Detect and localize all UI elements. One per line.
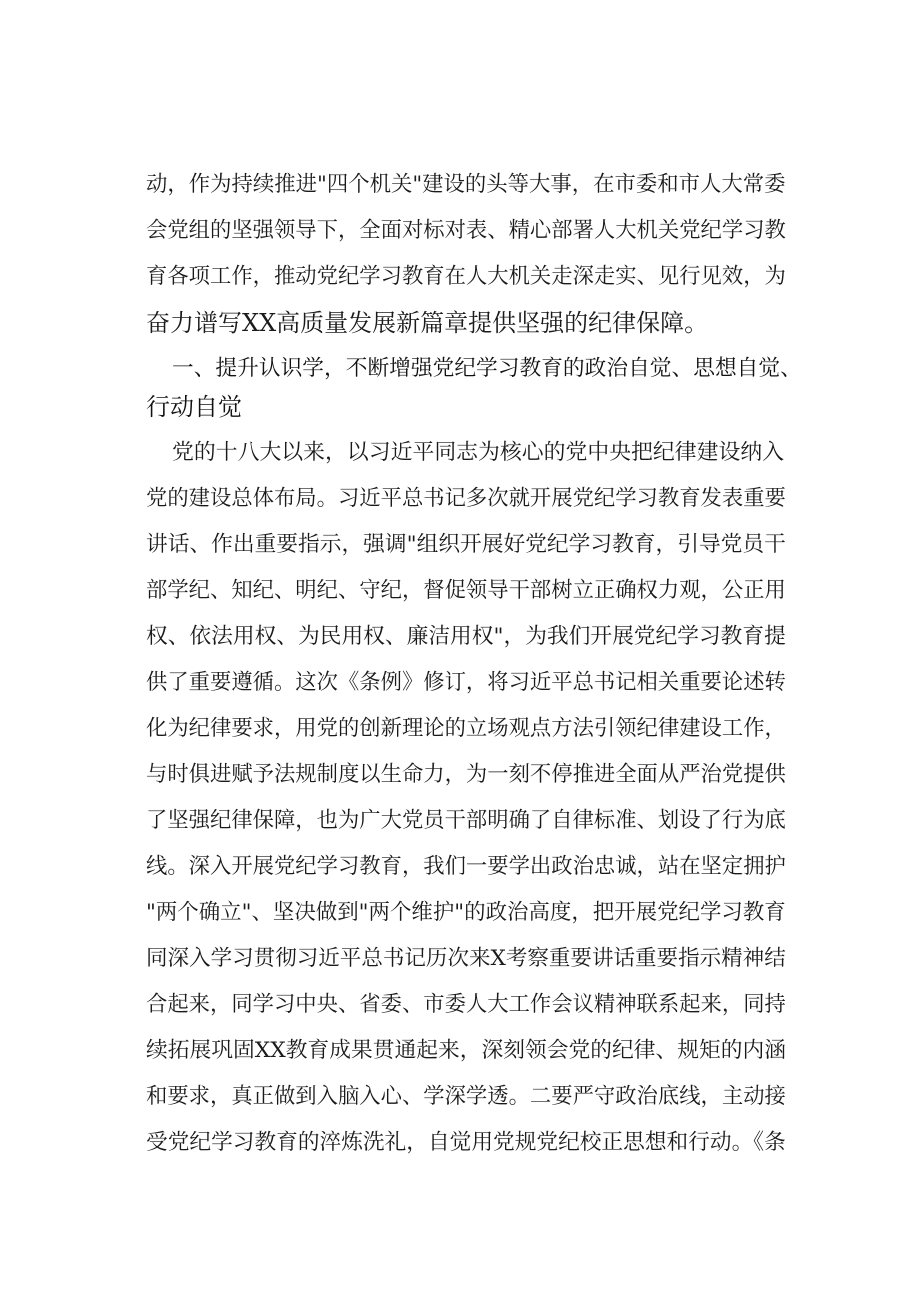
paragraph-2-line: 合起来，同学习中央、省委、市委人大工作会议精神联系起来，同持 bbox=[146, 992, 786, 1017]
paragraph-2-line: 供了重要遵循。这次《条例》修订，将习近平总书记相关重要论述转 bbox=[146, 670, 786, 695]
paragraph-2-line: 与时俱进赋予法规制度以生命力，为一刻不停推进全面从严治党提供 bbox=[146, 762, 786, 787]
paragraph-2-line: 讲话、作出重要指示，强调"组织开展好党纪学习教育，引导党员干 bbox=[146, 532, 786, 557]
paragraph-2-line: 线。深入开展党纪学习教育，我们一要学出政治忠诚，站在坚定拥护 bbox=[146, 854, 786, 879]
paragraph-2-line: 党的十八大以来，以习近平同志为核心的党中央把纪律建设纳入 bbox=[172, 440, 785, 465]
paragraph-2-line: 续拓展巩固XX教育成果贯通起来，深刻领会党的纪律、规矩的内涵 bbox=[146, 1038, 786, 1063]
paragraph-2-line: 和要求，真正做到入脑入心、学深学透。二要严守政治底线，主动接 bbox=[146, 1084, 786, 1109]
section-heading-line: 行动自觉 bbox=[146, 393, 242, 421]
paragraph-1-line: 动，作为持续推进"四个机关"建设的头等大事，在市委和市人大常委 bbox=[146, 172, 786, 197]
paragraph-2-line: 了坚强纪律保障，也为广大党员干部明确了自律标准、划设了行为底 bbox=[146, 808, 786, 833]
paragraph-1-line: 会党组的坚强领导下，全面对标对表、精心部署人大机关党纪学习教 bbox=[146, 218, 786, 243]
paragraph-2-line: 受党纪学习教育的淬炼洗礼，自觉用党规党纪校正思想和行动。《条 bbox=[146, 1130, 786, 1155]
paragraph-2-line: 党的建设总体布局。习近平总书记多次就开展党纪学习教育发表重要 bbox=[146, 486, 786, 511]
paragraph-1-line: 奋力谱写XX高质量发展新篇章提供坚强的纪律保障。 bbox=[146, 309, 709, 337]
paragraph-2-line: 部学纪、知纪、明纪、守纪，督促领导干部树立正确权力观，公正用 bbox=[146, 578, 786, 603]
paragraph-2-line: 权、依法用权、为民用权、廉洁用权"，为我们开展党纪学习教育提 bbox=[146, 624, 786, 649]
paragraph-2-line: 化为纪律要求，用党的创新理论的立场观点方法引领纪律建设工作， bbox=[146, 716, 786, 741]
paragraph-2-line: "两个确立"、坚决做到"两个维护"的政治高度，把开展党纪学习教育 bbox=[146, 900, 786, 925]
paragraph-2-line: 同深入学习贯彻习近平总书记历次来X考察重要讲话重要指示精神结 bbox=[146, 946, 786, 971]
section-heading-line: 一、提升认识学，不断增强党纪学习教育的政治自觉、思想自觉、 bbox=[172, 356, 802, 381]
paragraph-1-line: 育各项工作，推动党纪学习教育在人大机关走深走实、见行见效，为 bbox=[146, 264, 786, 289]
